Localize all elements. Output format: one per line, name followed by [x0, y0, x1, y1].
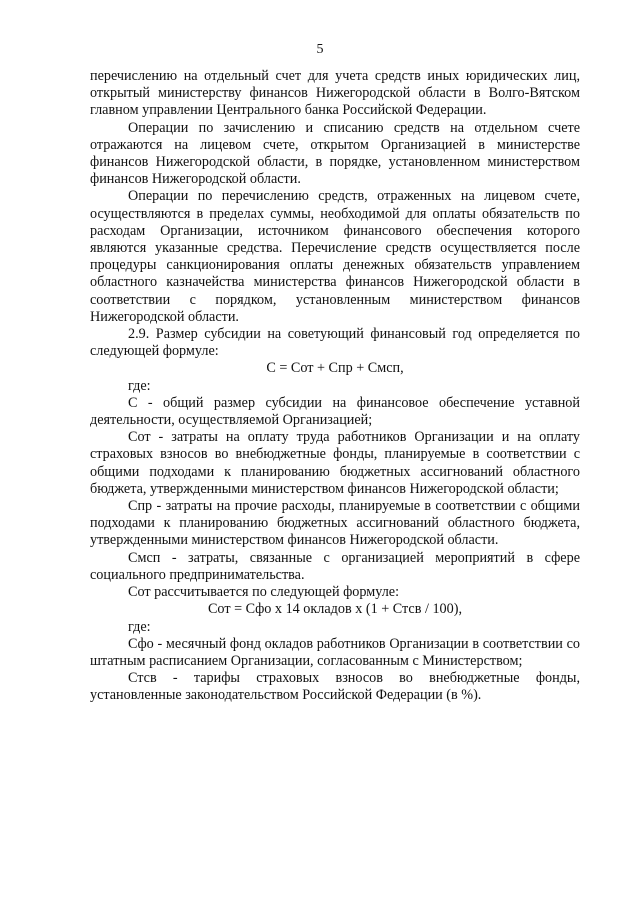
paragraph: Операции по перечислению средств, отраженных на лицевом счете, осуществляются в пределах суммы, необходимой для оплаты обязательств по расходам Организации, источником финансового обеспечения которого являются указанные средства. Перечисление средств осуществляется после процедуры санкционирования оплаты денежных обязательств управлением областного казначейства министерства финансов Нижегородской области в соответствии с порядком, установленным министерством финансов Нижегородской области.: [90, 188, 580, 325]
document-body: [90, 68, 580, 705]
formula-sot: Сот = Сфо х 14 окладов х (1 + Стсв / 100),: [207, 601, 463, 618]
definition-spr: Спр - затраты на прочие расходы, планируемые в соответствии с общими подходами к планированию бюджетных ассигнований областного бюджета, утвержденными министерством финансов Нижегородской области.: [90, 498, 580, 549]
definition-sfo: Сфо - месячный фонд окладов работников Организации в соответствии со штатным расписанием Организации, согласованным с Министерством;: [90, 635, 580, 669]
paragraph: 2.9. Размер субсидии на советующий финансовый год определяется по следующей формуле:: [90, 326, 580, 360]
definition-smsp: Смсп - затраты, связанные с организацией мероприятий в сфере социального предпринимательства.: [90, 549, 580, 583]
definition-sot: Сот - затраты на оплату труда работников Организации и на оплату страховых взносов во внебюджетные фонды, планируемые в соответствии с общими подходами к планированию бюджетных ассигнований областного бюджета, утвержденными министерством финансов Нижегородской области;: [90, 429, 580, 497]
paragraph: перечислению на отдельный счет для учета средств иных юридических лиц, открытый министерству финансов Нижегородской области в Волго-Вятском главном управлении Центрального банка Российской Федерации.: [90, 68, 580, 119]
paragraph: Сот рассчитывается по следующей формуле:: [128, 584, 400, 601]
paragraph: Операции по зачислению и списанию средств на отдельном счете отражаются на лицевом счете, открытом Организацией в министерстве финансов Нижегородской области, в порядке, установленном министерством финансов Нижегородской области.: [90, 119, 580, 188]
where-label: где:: [128, 377, 151, 394]
page-number: 5: [316, 42, 324, 57]
definition-stsv: Стсв - тарифы страховых взносов во внебюджетные фонды, установленные законодательством Российской Федерации (в %).: [90, 670, 580, 704]
definition-c: С - общий размер субсидии на финансовое обеспечение уставной деятельности, осуществляемой Организацией;: [90, 394, 580, 429]
where-label: где:: [128, 618, 151, 635]
formula-subsidy-total: С = Сот + Спр + Смсп,: [266, 360, 404, 377]
